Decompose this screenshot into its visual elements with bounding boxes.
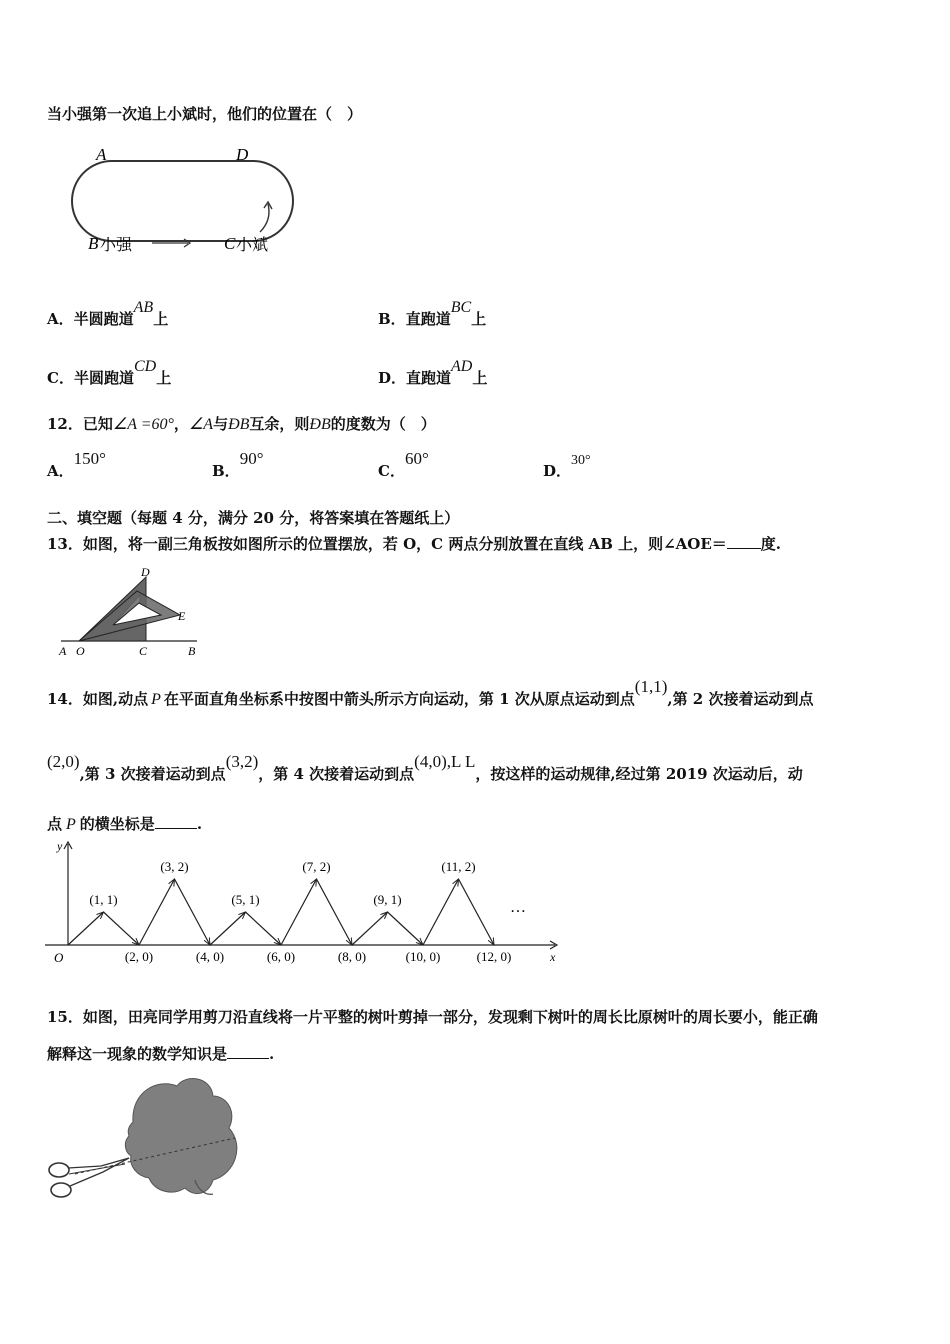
svg-text:C: C	[139, 644, 148, 658]
label-xiaoqiang: 小强	[100, 237, 133, 254]
q11-track-figure	[60, 140, 300, 260]
point-label-2: (2, 0)	[124, 949, 154, 964]
q12-stem: 12．已知∠A =60°，∠A与ÐB互余，则ÐB的度数为（ ）	[47, 415, 436, 433]
q11-option-d[interactable]: D．直跑道AD上	[378, 358, 488, 387]
q15-leaf-scissors-figure	[45, 1070, 245, 1215]
svg-text:B: B	[188, 644, 196, 658]
path-segment-12	[459, 879, 495, 945]
q15-line2: 解释这一现象的数学知识是 .	[47, 1045, 275, 1063]
path-segment-3	[139, 879, 175, 945]
path-segment-7	[281, 879, 317, 945]
q12-option-c[interactable]: C．60°	[378, 449, 429, 480]
point-label-7: (7, 2)	[302, 859, 331, 874]
path-segment-4	[175, 879, 211, 945]
label-B: B	[88, 234, 99, 253]
point-label-8: (8, 0)	[337, 949, 367, 964]
scissors-handle-top	[49, 1163, 69, 1177]
q13-stem: 13．如图，将一副三角板按如图所示的位置摆放，若 O，C 两点分别放置在直线 AB 上，则∠AOE＝ 度.	[47, 535, 782, 553]
path-segment-8	[317, 879, 353, 945]
scissors-handle-bottom	[51, 1183, 71, 1197]
q14-line2: (2,0),第 3 次接着运动到点(3,2)，第 4 次接着运动到点(4,0),L L，按这样的运动规律,经过第 2019 次运动后，动	[47, 752, 803, 783]
scissors-blades	[68, 1158, 129, 1186]
q14-blank[interactable]	[155, 828, 197, 829]
q11-option-c[interactable]: C．半圆跑道CD上	[47, 358, 172, 387]
point-label-12: (12, 0)	[476, 949, 512, 964]
point-label-10: (10, 0)	[405, 949, 441, 964]
point-label-6: (6, 0)	[266, 949, 296, 964]
svg-text:O: O	[76, 644, 85, 658]
x-axis-label: x	[550, 950, 556, 964]
q14-zigzag-graph	[40, 838, 570, 973]
q13-blank[interactable]	[727, 548, 761, 549]
section-heading: 二、填空题（每题 4 分，满分 20 分，将答案填在答题纸上）	[47, 509, 460, 527]
q12-option-d[interactable]: D．30°	[543, 453, 591, 480]
path-segment-9	[352, 912, 388, 945]
point-label-4: (4, 0)	[195, 949, 225, 964]
q11-option-a[interactable]: A．半圆跑道AB上	[47, 299, 169, 328]
label-xiaobin: 小斌	[236, 237, 269, 254]
label-C: C	[224, 234, 236, 253]
path-segment-5	[210, 912, 246, 945]
q12-option-b[interactable]: B．90°	[212, 449, 264, 480]
path-segment-1	[68, 912, 104, 945]
q14-line1: 14．如图,动点 P 在平面直角坐标系中按图中箭头所示方向运动，第 1 次从原点运动到点(1,1),第 2 次接着运动到点	[47, 677, 814, 708]
continuation-ellipsis: …	[510, 899, 526, 916]
q11-option-b[interactable]: B．直跑道BC上	[378, 299, 487, 328]
label-A: A	[96, 145, 107, 164]
point-label-5: (5, 1)	[231, 892, 260, 907]
svg-text:E: E	[178, 609, 186, 623]
path-segment-11	[423, 879, 459, 945]
q11-stem: 当小强第一次追上小斌时，他们的位置在（ ）	[47, 105, 363, 123]
q15-blank[interactable]	[227, 1058, 269, 1059]
point-label-9: (9, 1)	[373, 892, 402, 907]
point-label-1: (1, 1)	[89, 892, 118, 907]
q13-triangle-figure	[55, 563, 215, 661]
q14-line3: 点 P 的横坐标是 .	[47, 815, 203, 833]
path-segment-2	[104, 912, 140, 945]
svg-text:A: A	[59, 644, 67, 658]
origin-label: O	[54, 950, 64, 965]
label-D: D	[236, 145, 249, 164]
svg-text:D: D	[141, 565, 150, 579]
point-label-3: (3, 2)	[160, 859, 189, 874]
point-label-11: (11, 2)	[441, 859, 476, 874]
q15-line1: 15．如图，田亮同学用剪刀沿直线将一片平整的树叶剪掉一部分，发现剩下树叶的周长比原树叶的周长要小，能正确	[47, 1008, 818, 1026]
path-segment-10	[388, 912, 424, 945]
y-axis-label: y	[57, 839, 63, 853]
q12-option-a[interactable]: A．150°	[47, 449, 106, 480]
path-segment-6	[246, 912, 282, 945]
